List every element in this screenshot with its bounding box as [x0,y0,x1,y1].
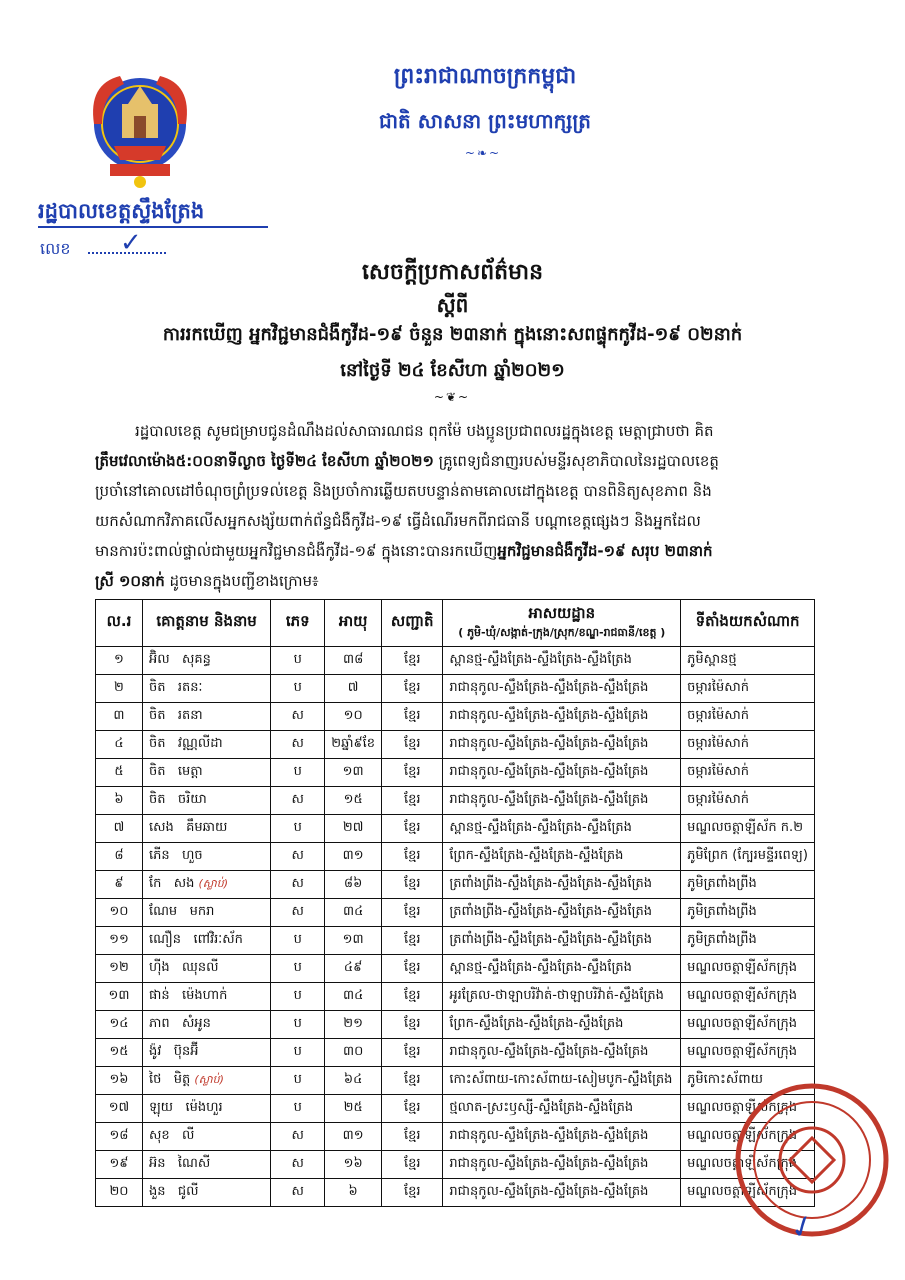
body-bold: ត្រឹមវេលាម៉ោង៥:០០នាទីល្ងាច ថ្ងៃទី២៤ ខែសីហា ឆ្នាំ២០២១ [95,452,434,470]
kingdom-heading: ព្រះរាជាណាចក្រកម្ពុជា [393,64,577,89]
cases-table [95,599,815,1207]
cell-site: មណ្ឌលចត្តាឡីស័កក្រុង [681,1179,815,1207]
header-address [443,600,681,647]
table-row [96,1179,815,1207]
table-row [96,843,815,871]
cell-age: ៨៦ [325,871,382,899]
cell-firstname: ម៉េងហួរ [185,1100,223,1115]
cell-name [142,899,270,927]
body-line: រដ្ឋបាលខេត្ត សូមជម្រាបជូនដំណឹងដល់សាធារណជន ពុកម៉ែ បងប្អូនប្រជាពលរដ្ឋក្នុងខេត្ត មេត្តាជ្រាបថា គិត [135,422,714,440]
cell-nationality: ខ្មែរ [382,927,443,955]
cell-firstname: សុគន្ធ [181,652,211,667]
cell-no: ១៦ [96,1067,143,1095]
cell-sex: ប [271,675,325,703]
cell-firstname: ហួច [181,848,203,863]
cell-nationality: ខ្មែរ [382,1179,443,1207]
deceased-note: (ស្លាប់) [194,1073,224,1086]
cell-address: ព្រែក-ស្ទឹងត្រែង-ស្ទឹងត្រែង-ស្ទឹងត្រែង [443,1011,681,1039]
header-site: ទីតាំងយកសំណាក [681,600,815,647]
cell-name [142,815,270,843]
table-row [96,927,815,955]
table-row [96,703,815,731]
cell-age: ២១ [325,1011,382,1039]
body-line [95,446,850,476]
table-row [96,647,815,675]
table-header-row [96,600,815,647]
cell-site: មណ្ឌលចត្តាឡីស័កក្រុង [681,983,815,1011]
cell-site: មណ្ឌលចត្តាឡីស័កក្រុង [681,1011,815,1039]
cell-firstname: គឹមឆាយ [186,820,228,835]
cell-name [142,703,270,731]
cell-no: ១៨ [96,1123,143,1151]
cell-site: មណ្ឌលចត្តាឡីស័កក្រុង [681,1123,815,1151]
cell-name [142,1151,270,1179]
cell-age: ១៣ [325,927,382,955]
cell-nationality: ខ្មែរ [382,647,443,675]
cell-sex: ប [271,1011,325,1039]
cell-sex: ប [271,759,325,787]
table-row [96,1095,815,1123]
signature-mark-icon: ✓ [784,1206,821,1249]
cell-nationality: ខ្មែរ [382,899,443,927]
cell-sex: ប [271,927,325,955]
cell-site: មណ្ឌលចត្តាឡីស័កក្រុង [681,955,815,983]
table-row [96,1123,815,1151]
cell-sex: ប [271,1067,325,1095]
table-row [96,955,815,983]
cell-firstname: មករា [189,904,215,919]
cell-age: ៣៨ [325,647,382,675]
cell-firstname: ម៉េងហាក់ [181,988,228,1003]
deceased-note: (ស្លាប់) [198,877,229,890]
cell-name [142,843,270,871]
header-age: អាយុ [325,600,382,647]
cell-age: ៤៩ [325,955,382,983]
cell-name [142,955,270,983]
cell-firstname: ប៊ុនអ៊ី [173,1044,199,1059]
cell-address: ស្ពានថ្ម-ស្ទឹងត្រែង-ស្ទឹងត្រែង-ស្ទឹងត្រែង [443,647,681,675]
table-row [96,759,815,787]
cell-no: ២ [96,675,143,703]
cell-name [142,1179,270,1207]
cell-no: ១៧ [96,1095,143,1123]
document-subtitle: ស្តីពី [436,293,469,317]
cell-name [142,1011,270,1039]
table-row [96,1039,815,1067]
cell-address: រាជានុកូល-ស្ទឹងត្រែង-ស្ទឹងត្រែង-ស្ទឹងត្រែង [443,759,681,787]
cell-lastname: ចិត [148,764,166,779]
cell-address: អូរត្រែល-ថាឡាបរិវ៉ាត់-ថាឡាបរិវ៉ាត់-ស្ទឹងត្រែង [443,983,681,1011]
cell-lastname: ណែម [148,904,178,919]
table-row [96,1011,815,1039]
cell-age: ៣០ [325,1039,382,1067]
body-line: យកសំណាកវិភាគលើសអ្នកសង្ស័យពាក់ព័ន្ធជំងឺកូវីដ-១៩ ធ្វើដំណើរមកពីរាជធានី បណ្តាខេត្តផ្សេងៗ និងអ្នកដែល [95,512,701,530]
cell-lastname: កែ [148,876,162,891]
cell-lastname: ចិត [148,792,166,807]
cell-age: ១៦ [325,1151,382,1179]
cell-no: ១៤ [96,1011,143,1039]
cell-address: រាជានុកូល-ស្ទឹងត្រែង-ស្ទឹងត្រែង-ស្ទឹងត្រែង [443,1151,681,1179]
cell-name [142,787,270,815]
cell-nationality: ខ្មែរ [382,815,443,843]
cell-age: ៦ [325,1179,382,1207]
cell-no: ៩ [96,871,143,899]
cell-sex: ប [271,647,325,675]
cell-age: ៣១ [325,1123,382,1151]
reference-label: លេខ [40,239,71,258]
cell-lastname: ចិត [148,736,166,751]
cell-no: ៧ [96,815,143,843]
cell-name [142,927,270,955]
cell-address: ថ្មលាត-ស្រះឫស្សី-ស្ទឹងត្រែង-ស្ទឹងត្រែង [443,1095,681,1123]
cell-name [142,759,270,787]
cell-lastname: អ៊ិល [148,652,170,667]
cell-lastname: ភេីន [148,848,170,863]
cell-address: ស្ពានថ្ម-ស្ទឹងត្រែង-ស្ទឹងត្រែង-ស្ទឹងត្រែង [443,815,681,843]
cell-name [142,871,270,899]
office-underline [38,226,268,228]
table-row [96,815,815,843]
body-text: គ្រូពេទ្យជំនាញរបស់មន្ទីរសុខាភិបាលនៃរដ្ឋបាលខេត្ត [433,452,719,470]
cell-age: ៣៤ [325,983,382,1011]
cell-firstname: ឈុនលី [181,960,219,975]
cell-nationality: ខ្មែរ [382,1095,443,1123]
issuing-office-name: រដ្ឋបាលខេត្តស្ទឹងត្រែង [38,199,205,223]
cell-address: រាជានុកូល-ស្ទឹងត្រែង-ស្ទឹងត្រែង-ស្ទឹងត្រែង [443,1179,681,1207]
body-line: ប្រចាំនៅគោលដៅចំណុចព្រំប្រទល់ខេត្ត និងប្រចាំការឆ្លើយតបបន្ទាន់តាមគោលដៅក្នុងខេត្ត បានពិនិត្យសុខភាព និង [95,482,712,500]
cell-sex: ស [271,871,325,899]
header-address-sub: ( ភូមិ-ឃុំ/សង្កាត់-ក្រុង/ស្រុក/ខណ្ឌ-រាជធានី/ខេត្ត ) [458,626,666,639]
cell-lastname: ផាន់ [148,988,170,1003]
cell-site: ចម្ការម៉ៃសាក់ [681,787,815,815]
cell-firstname: ពៅវិរៈស័ក [193,932,243,947]
cell-address: ស្ពានថ្ម-ស្ទឹងត្រែង-ស្ទឹងត្រែង-ស្ទឹងត្រែង [443,955,681,983]
cell-name [142,731,270,759]
cell-site: មណ្ឌលចត្តាឡីស័ក ក.២ [681,815,815,843]
cell-sex: ស [271,1123,325,1151]
header-sex: ភេទ [271,600,325,647]
cell-address: រាជានុកូល-ស្ទឹងត្រែង-ស្ទឹងត្រែង-ស្ទឹងត្រែង [443,675,681,703]
cell-lastname: ថៃ [148,1072,162,1087]
cell-no: ១៣ [96,983,143,1011]
cell-sex: ប [271,983,325,1011]
cell-address: រាជានុកូល-ស្ទឹងត្រែង-ស្ទឹងត្រែង-ស្ទឹងត្រែង [443,1123,681,1151]
cell-name [142,675,270,703]
cell-age: ២ឆ្នាំ៩ខែ [325,731,382,759]
cell-sex: ស [271,1151,325,1179]
document-date: នៅថ្ងៃទី ២៤ ខែសីហា ឆ្នាំ២០២១ [340,360,565,381]
ornament-divider-icon: ~❧~ [464,146,502,160]
cell-sex: ស [271,843,325,871]
body-text: មានការប៉ះពាល់ផ្ទាល់ជាមួយអ្នកវិជ្ជមានជំងឺកូវីដ-១៩ ក្នុងនោះបានរកឃើញ [95,542,498,560]
cell-firstname: រតនៈ [177,680,203,695]
document-subject: ការរកឃើញ អ្នកវិជ្ជមានជំងឺកូវីដ-១៩ ចំនួន ២៣នាក់ ក្នុងនោះសពផ្ទុកកូវីដ-១៩ ០២នាក់ [162,324,743,345]
cell-nationality: ខ្មែរ [382,1011,443,1039]
body-line [95,566,850,596]
table-row [96,1067,815,1095]
cell-address: ត្រពាំងព្រីង-ស្ទឹងត្រែង-ស្ទឹងត្រែង-ស្ទឹងត្រែង [443,871,681,899]
table-row [96,1151,815,1179]
header-name: គោត្តនាម និងនាម [142,600,270,647]
announcement-body [95,416,850,596]
cell-firstname: រតនា [177,708,203,723]
cell-lastname: សេង [148,820,174,835]
cell-firstname: ណៃសី [177,1156,211,1171]
table-row [96,871,815,899]
cell-name [142,983,270,1011]
header-address-label: អាសយដ្ឋាន [528,604,596,622]
cell-site: ភូមិត្រពាំងព្រីង [681,899,815,927]
table-row [96,983,815,1011]
cell-no: ៦ [96,787,143,815]
cell-site: ចម្ការម៉ៃសាក់ [681,731,815,759]
cell-sex: ប [271,955,325,983]
cell-age: ២៧ [325,815,382,843]
cell-age: ៣១ [325,843,382,871]
cell-firstname: មិត្ត [173,1072,191,1087]
ornament-divider-icon: ~❦~ [433,390,471,404]
cell-no: ១២ [96,955,143,983]
cell-address: រាជានុកូល-ស្ទឹងត្រែង-ស្ទឹងត្រែង-ស្ទឹងត្រែង [443,731,681,759]
table-row [96,675,815,703]
cell-nationality: ខ្មែរ [382,731,443,759]
cell-no: ២០ [96,1179,143,1207]
cell-age: ២៥ [325,1095,382,1123]
cell-sex: ស [271,1179,325,1207]
cell-nationality: ខ្មែរ [382,1039,443,1067]
cell-nationality: ខ្មែរ [382,1067,443,1095]
cell-sex: ស [271,731,325,759]
cell-nationality: ខ្មែរ [382,759,443,787]
national-motto: ជាតិ សាសនា ព្រះមហាក្សត្រ [379,109,591,133]
cell-no: ១៥ [96,1039,143,1067]
cell-nationality: ខ្មែរ [382,871,443,899]
cell-address: រាជានុកូល-ស្ទឹងត្រែង-ស្ទឹងត្រែង-ស្ទឹងត្រែង [443,787,681,815]
cell-lastname: ង៉ូវ [148,1044,162,1059]
cell-address: រាជានុកូល-ស្ទឹងត្រែង-ស្ទឹងត្រែង-ស្ទឹងត្រែង [443,1039,681,1067]
cell-firstname: ចរិយា [177,792,207,807]
cell-sex: ស [271,787,325,815]
cell-site: ភូមិកោះស័ពាយ [681,1067,815,1095]
cell-nationality: ខ្មែរ [382,703,443,731]
cell-lastname: ឡុយ [148,1100,174,1115]
cell-lastname: ចិត [148,680,166,695]
cell-firstname: វណ្ណលីដា [177,736,223,751]
cell-site: ភូមិត្រពាំងព្រីង [681,927,815,955]
table-row [96,731,815,759]
cell-sex: ប [271,1095,325,1123]
header-no: ល.រ [96,600,143,647]
table-row [96,787,815,815]
cell-site: មណ្ឌលចត្តាឡីស័កក្រុង [681,1095,815,1123]
cell-age: ៦៤ [325,1067,382,1095]
body-bold: ស្រី ១០នាក់ [95,572,165,590]
document-title: សេចក្តីប្រកាសព័ត៌មាន [361,260,544,285]
cell-sex: ប [271,1039,325,1067]
cell-lastname: ភាព [148,1016,170,1031]
cell-no: ៥ [96,759,143,787]
cell-nationality: ខ្មែរ [382,983,443,1011]
body-line [95,536,850,566]
cell-no: ១១ [96,927,143,955]
cell-lastname: ហ៊ីង [148,960,170,975]
cell-name [142,1123,270,1151]
cell-site: ចម្ការម៉ៃសាក់ [681,759,815,787]
cell-no: ១ [96,647,143,675]
cell-lastname: ងួន [148,1184,166,1199]
cell-sex: ស [271,899,325,927]
cell-nationality: ខ្មែរ [382,843,443,871]
cell-address: កោះស័ពាយ-កោះស័ពាយ-សៀមបូក-ស្ទឹងត្រែង [443,1067,681,1095]
cell-lastname: អ៊ន [148,1156,166,1171]
cell-nationality: ខ្មែរ [382,787,443,815]
cell-firstname: មេត្តា [177,764,203,779]
cell-address: ត្រពាំងព្រីង-ស្ទឹងត្រែង-ស្ទឹងត្រែង-ស្ទឹងត្រែង [443,899,681,927]
header-nationality: សញ្ជាតិ [382,600,443,647]
cell-firstname: សង [173,876,195,891]
cell-site: ភូមិត្រពាំងព្រីង [681,871,815,899]
cell-nationality: ខ្មែរ [382,675,443,703]
table-row [96,899,815,927]
cell-age: ៣៤ [325,899,382,927]
body-bold: អ្នកវិជ្ជមានជំងឺកូវីដ-១៩ សរុប ២៣នាក់ [497,542,713,560]
cell-name [142,647,270,675]
cell-age: ១០ [325,703,382,731]
cell-firstname: លី [181,1128,195,1143]
cell-address: ត្រពាំងព្រីង-ស្ទឹងត្រែង-ស្ទឹងត្រែង-ស្ទឹងត្រែង [443,927,681,955]
cell-lastname: ចិត [148,708,166,723]
cell-address: ព្រែក-ស្ទឹងត្រែង-ស្ទឹងត្រែង-ស្ទឹងត្រែង [443,843,681,871]
cell-site: មណ្ឌលចត្តាឡីស័កក្រុង [681,1151,815,1179]
emblem-icon [80,64,200,194]
cell-nationality: ខ្មែរ [382,955,443,983]
cell-firstname: ជូលី [177,1184,199,1199]
cell-age: ១៣ [325,759,382,787]
cell-age: ១៥ [325,787,382,815]
ministry-emblem-logo [80,64,200,194]
cell-site: ភូមិព្រែក (ក្បែរមន្ទីរពេទ្យ) [681,843,815,871]
cell-nationality: ខ្មែរ [382,1123,443,1151]
cell-no: ៣ [96,703,143,731]
cell-no: ១៩ [96,1151,143,1179]
cell-no: ៨ [96,843,143,871]
cell-lastname: ណឿន [148,932,182,947]
cell-site: ភូមិស្ពានថ្ម [681,647,815,675]
check-mark-icon: ✓ [120,228,142,258]
cell-nationality: ខ្មែរ [382,1151,443,1179]
cell-site: ចម្ការម៉ៃសាក់ [681,703,815,731]
cell-site: ចម្ការម៉ៃសាក់ [681,675,815,703]
cell-sex: ស [271,703,325,731]
cell-address: រាជានុកូល-ស្ទឹងត្រែង-ស្ទឹងត្រែង-ស្ទឹងត្រែង [443,703,681,731]
cell-no: ៤ [96,731,143,759]
cell-name [142,1095,270,1123]
body-text: ដូចមានក្នុងបញ្ជីខាងក្រោម៖ [164,572,319,590]
cell-sex: ប [271,815,325,843]
cell-lastname: សុខ [148,1128,170,1143]
cell-name [142,1067,270,1095]
cell-name [142,1039,270,1067]
cell-site: មណ្ឌលចត្តាឡីស័កក្រុង [681,1039,815,1067]
cell-age: ៧ [325,675,382,703]
cell-firstname: សំអូន [181,1016,211,1031]
cell-no: ១០ [96,899,143,927]
